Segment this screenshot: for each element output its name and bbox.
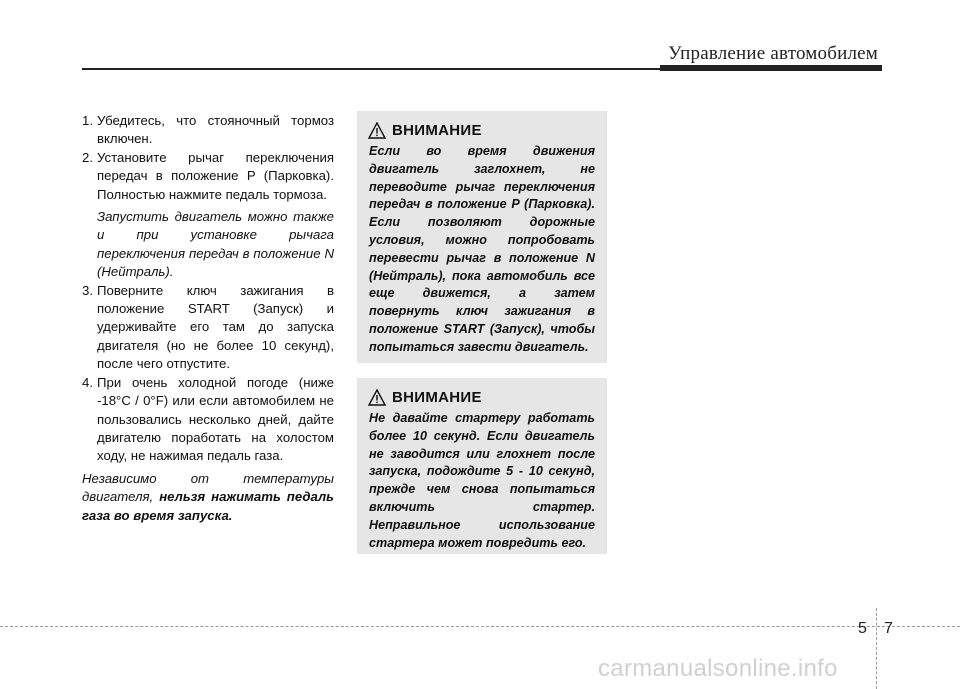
footer-divider (876, 608, 877, 689)
step-text: Установите рычаг переключения передач в положение P (Парковка). Полностью нажмите педаль тормоза. (97, 149, 334, 202)
start-note-bold: нельзя нажимать педаль газа во время запуска. (82, 489, 334, 523)
step-number: 3. (82, 282, 93, 298)
step-2 (82, 149, 334, 282)
step-text: Убедитесь, что стояночный тормоз включен. (97, 113, 334, 147)
step-number: 2. (82, 149, 93, 165)
warning-title: ВНИМАНИЕ (392, 388, 482, 406)
warning-text: Не давайте стартеру работать более 10 секунд. Если двигатель не заводится или глохнет после запуска, подождите 5 - 10 секунд, прежде чем снова попытаться включить стартер. Неправильное использование стартера может повредить его. (369, 411, 595, 550)
warning-header (357, 111, 607, 139)
step-text: Поверните ключ зажигания в положение START (Запуск) и удерживайте его там до запуска двигателя (но не более 10 секунд), после чего отпустите. (97, 282, 334, 372)
step-number: 1. (82, 113, 93, 128)
section-title: Управление автомобилем (668, 43, 878, 64)
step-text: При очень холодной погоде (ниже -18°C / 0°F) или если автомобилем не пользовались несколько дней, дайте двигателю поработать на холостом ходу, не нажимая педаль газа. (97, 374, 334, 464)
step-1 (82, 112, 334, 149)
warning-header (357, 378, 607, 406)
page-number: 7 (884, 620, 893, 637)
warning-box-stall (357, 111, 607, 363)
warning-box-starter (357, 378, 607, 554)
warning-text: Если во время движения двигатель заглохнет, не переводите рычаг переключения передач в положение P (Парковка). Если позволяют дорожные условия, можно попробовать перевести рычаг в положение N (Нейтраль), пока автомобиль все еще движется, а затем повернуть ключ зажигания в положение START (Запуск), чтобы попытаться завести двигатель. (369, 144, 595, 354)
header-rule-accent (660, 65, 882, 71)
warning-triangle-icon (368, 389, 386, 406)
warning-triangle-icon (368, 122, 386, 139)
footer-line (0, 626, 960, 627)
step-3 (82, 282, 334, 374)
start-note (82, 470, 334, 525)
instruction-steps (82, 112, 334, 525)
warning-title: ВНИМАНИЕ (392, 121, 482, 139)
step-note: Запустить двигатель можно также и при установке рычага переключения передач в положение N (Нейтраль). (97, 209, 334, 280)
watermark: carmanualsonline.info (598, 655, 838, 682)
start-note-italic: Независимо от температуры двигателя, (82, 470, 334, 505)
page-number-section: 5 (858, 620, 867, 637)
step-4 (82, 374, 334, 466)
step-number: 4. (82, 374, 93, 390)
